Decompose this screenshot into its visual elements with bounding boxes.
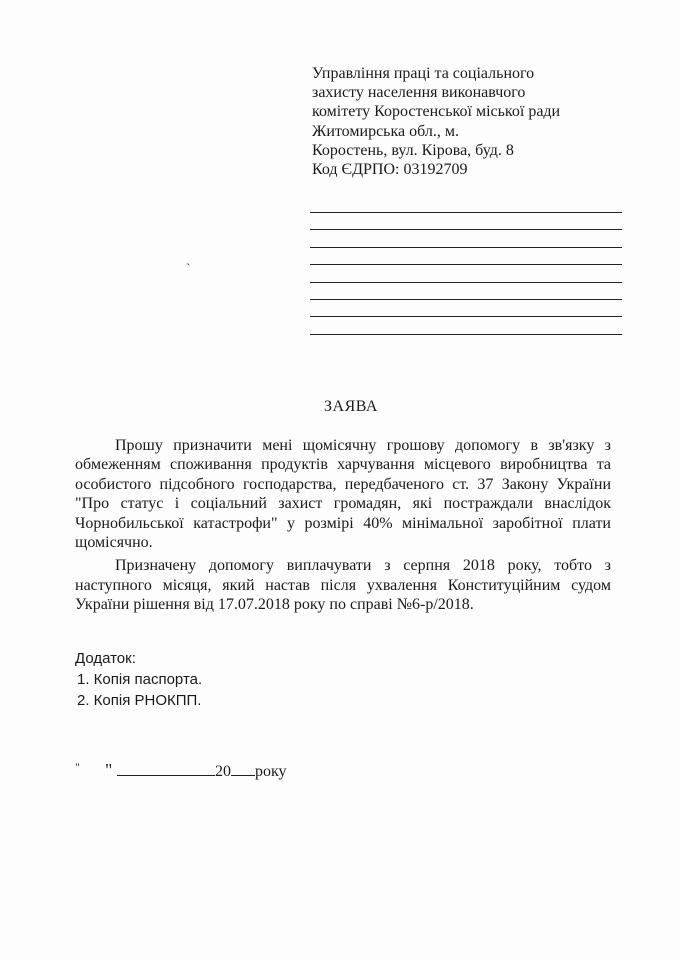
blank-line-5 — [310, 265, 622, 282]
attachment-item-1: 1. Копія паспорта. — [77, 671, 203, 688]
attachment-item-2: 2. Копія РНОКПП. — [77, 692, 202, 709]
applicant-blank-lines — [310, 209, 622, 335]
body-paragraph-1: Прошу призначити мені щомісячну грошову допомогу в зв'язку з обмеженням споживання продуктів харчування місцевого виробництва та особистого підсобного господарства, передбаченого ст. 37 Закону України "Про статус і соціальний захист громадян, які постраждали внаслідок Чорнобильської катастрофи" у розмірі 40% мінімальної заробітної плати щомісячно. — [75, 437, 611, 552]
addressee-line-3: комітету Коростенської міської ради — [312, 103, 561, 121]
addressee-block — [312, 64, 652, 179]
attachments-block — [75, 648, 202, 711]
date-year-prefix: 20 — [215, 763, 231, 780]
blank-line-6 — [310, 283, 622, 300]
document-title: ЗАЯВА — [324, 398, 378, 415]
date-year-suffix: року — [255, 763, 287, 780]
attachments-heading: Додаток: — [75, 650, 136, 667]
stray-mark: ` — [186, 262, 191, 277]
date-open-quote: " — [75, 760, 80, 774]
body-paragraph-2: Призначену допомогу виплачувати з серпня 2018 року, тобто з наступного місяця, який настав після ухвалення Конституційним судом України рішення від 17.07.2018 року по справі №6-р/2018. — [75, 557, 611, 614]
addressee-line-1: Управління праці та соціального — [312, 65, 535, 82]
date-month-blank — [117, 763, 215, 776]
blank-line-2 — [310, 213, 622, 230]
blank-line-7 — [310, 300, 622, 317]
application-body — [75, 436, 611, 615]
blank-line-8 — [310, 317, 622, 334]
addressee-line-6: Код ЄДРПО: 03192709 — [312, 161, 468, 179]
blank-line-3 — [310, 230, 622, 247]
addressee-line-5: Коростень, вул. Кірова, буд. 8 — [312, 141, 514, 159]
blank-line-4 — [310, 248, 622, 265]
date-line — [75, 760, 287, 781]
addressee-line-2: захисту населення виконавчого — [312, 84, 526, 102]
addressee-line-4: Житомирська обл., м. — [312, 122, 459, 140]
date-close-quote: " — [105, 760, 113, 780]
date-year-blank — [231, 763, 255, 776]
